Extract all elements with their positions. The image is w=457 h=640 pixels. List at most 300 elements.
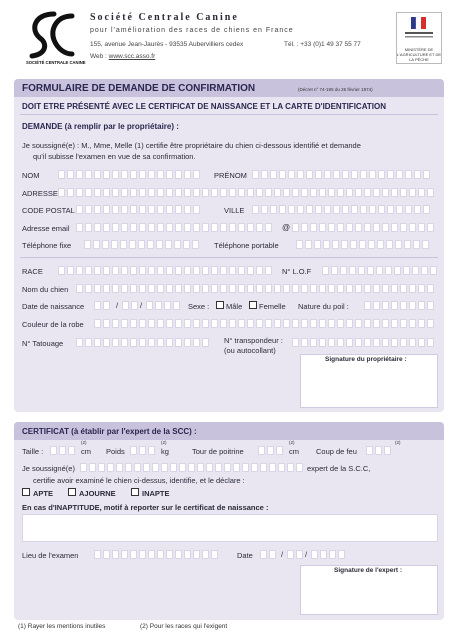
char-cell[interactable] — [166, 266, 173, 275]
char-cell[interactable] — [112, 266, 119, 275]
char-cell[interactable] — [387, 170, 394, 179]
apte-checkbox[interactable] — [22, 488, 30, 496]
char-cell[interactable] — [139, 284, 146, 293]
char-cell[interactable] — [418, 223, 425, 232]
char-cell[interactable] — [155, 301, 162, 310]
char-cell[interactable] — [130, 338, 137, 347]
char-cell[interactable] — [333, 170, 340, 179]
char-cell[interactable] — [252, 205, 259, 214]
char-cell[interactable] — [247, 188, 254, 197]
char-cell[interactable] — [157, 188, 164, 197]
char-cell[interactable] — [157, 338, 164, 347]
char-cell[interactable] — [175, 223, 182, 232]
char-cell[interactable] — [364, 223, 371, 232]
char-cell[interactable] — [130, 446, 137, 455]
char-cell[interactable] — [121, 319, 128, 328]
char-cell[interactable] — [292, 284, 299, 293]
char-cell[interactable] — [206, 463, 213, 472]
coup-feu-field[interactable] — [366, 446, 391, 455]
char-cell[interactable] — [358, 266, 365, 275]
date-month-field[interactable] — [122, 301, 138, 310]
char-cell[interactable] — [346, 338, 353, 347]
char-cell[interactable] — [68, 446, 75, 455]
char-cell[interactable] — [184, 170, 191, 179]
char-cell[interactable] — [364, 338, 371, 347]
char-cell[interactable] — [59, 446, 66, 455]
char-cell[interactable] — [148, 266, 155, 275]
char-cell[interactable] — [391, 338, 398, 347]
char-cell[interactable] — [184, 266, 191, 275]
char-cell[interactable] — [256, 319, 263, 328]
char-cell[interactable] — [166, 188, 173, 197]
char-cell[interactable] — [376, 266, 383, 275]
char-cell[interactable] — [332, 240, 339, 249]
char-cell[interactable] — [175, 170, 182, 179]
expert-name-field[interactable] — [80, 463, 303, 472]
char-cell[interactable] — [85, 284, 92, 293]
char-cell[interactable] — [324, 170, 331, 179]
char-cell[interactable] — [211, 284, 218, 293]
char-cell[interactable] — [211, 266, 218, 275]
char-cell[interactable] — [337, 223, 344, 232]
char-cell[interactable] — [202, 188, 209, 197]
char-cell[interactable] — [129, 240, 136, 249]
char-cell[interactable] — [400, 301, 407, 310]
char-cell[interactable] — [130, 284, 137, 293]
char-cell[interactable] — [360, 205, 367, 214]
char-cell[interactable] — [269, 463, 276, 472]
char-cell[interactable] — [310, 223, 317, 232]
char-cell[interactable] — [166, 284, 173, 293]
char-cell[interactable] — [94, 188, 101, 197]
char-cell[interactable] — [94, 284, 101, 293]
char-cell[interactable] — [193, 223, 200, 232]
char-cell[interactable] — [184, 319, 191, 328]
char-cell[interactable] — [265, 284, 272, 293]
char-cell[interactable] — [409, 188, 416, 197]
char-cell[interactable] — [414, 205, 421, 214]
char-cell[interactable] — [369, 170, 376, 179]
email-field[interactable] — [76, 223, 272, 232]
char-cell[interactable] — [400, 319, 407, 328]
char-cell[interactable] — [373, 301, 380, 310]
char-cell[interactable] — [340, 266, 347, 275]
char-cell[interactable] — [391, 223, 398, 232]
char-cell[interactable] — [283, 319, 290, 328]
char-cell[interactable] — [76, 188, 83, 197]
char-cell[interactable] — [76, 284, 83, 293]
char-cell[interactable] — [130, 266, 137, 275]
char-cell[interactable] — [310, 319, 317, 328]
char-cell[interactable] — [50, 446, 57, 455]
char-cell[interactable] — [310, 284, 317, 293]
char-cell[interactable] — [175, 188, 182, 197]
char-cell[interactable] — [184, 284, 191, 293]
char-cell[interactable] — [184, 550, 191, 559]
char-cell[interactable] — [292, 223, 299, 232]
char-cell[interactable] — [229, 223, 236, 232]
char-cell[interactable] — [247, 284, 254, 293]
char-cell[interactable] — [148, 223, 155, 232]
char-cell[interactable] — [331, 266, 338, 275]
char-cell[interactable] — [427, 188, 434, 197]
char-cell[interactable] — [175, 266, 182, 275]
char-cell[interactable] — [76, 205, 83, 214]
char-cell[interactable] — [166, 319, 173, 328]
char-cell[interactable] — [157, 170, 164, 179]
char-cell[interactable] — [184, 205, 191, 214]
email-domain-field[interactable] — [292, 223, 434, 232]
char-cell[interactable] — [283, 284, 290, 293]
char-cell[interactable] — [323, 240, 330, 249]
tel-portable-field[interactable] — [296, 240, 429, 249]
char-cell[interactable] — [112, 550, 119, 559]
char-cell[interactable] — [112, 170, 119, 179]
char-cell[interactable] — [337, 188, 344, 197]
char-cell[interactable] — [355, 223, 362, 232]
char-cell[interactable] — [315, 205, 322, 214]
char-cell[interactable] — [368, 240, 375, 249]
char-cell[interactable] — [337, 338, 344, 347]
char-cell[interactable] — [292, 338, 299, 347]
char-cell[interactable] — [76, 266, 83, 275]
char-cell[interactable] — [378, 205, 385, 214]
char-cell[interactable] — [202, 550, 209, 559]
char-cell[interactable] — [103, 223, 110, 232]
char-cell[interactable] — [382, 223, 389, 232]
char-cell[interactable] — [238, 284, 245, 293]
char-cell[interactable] — [256, 284, 263, 293]
char-cell[interactable] — [373, 188, 380, 197]
char-cell[interactable] — [184, 188, 191, 197]
char-cell[interactable] — [183, 240, 190, 249]
char-cell[interactable] — [238, 319, 245, 328]
char-cell[interactable] — [378, 170, 385, 179]
char-cell[interactable] — [337, 284, 344, 293]
char-cell[interactable] — [184, 338, 191, 347]
char-cell[interactable] — [156, 240, 163, 249]
char-cell[interactable] — [258, 446, 265, 455]
char-cell[interactable] — [324, 205, 331, 214]
char-cell[interactable] — [220, 319, 227, 328]
char-cell[interactable] — [297, 205, 304, 214]
char-cell[interactable] — [364, 319, 371, 328]
char-cell[interactable] — [256, 188, 263, 197]
char-cell[interactable] — [423, 170, 430, 179]
char-cell[interactable] — [382, 188, 389, 197]
char-cell[interactable] — [166, 338, 173, 347]
char-cell[interactable] — [112, 205, 119, 214]
char-cell[interactable] — [385, 266, 392, 275]
char-cell[interactable] — [121, 223, 128, 232]
char-cell[interactable] — [147, 240, 154, 249]
char-cell[interactable] — [211, 550, 218, 559]
char-cell[interactable] — [427, 319, 434, 328]
char-cell[interactable] — [139, 170, 146, 179]
char-cell[interactable] — [328, 284, 335, 293]
char-cell[interactable] — [315, 170, 322, 179]
char-cell[interactable] — [103, 550, 110, 559]
char-cell[interactable] — [319, 223, 326, 232]
char-cell[interactable] — [279, 170, 286, 179]
char-cell[interactable] — [103, 319, 110, 328]
char-cell[interactable] — [112, 223, 119, 232]
exam-year-field[interactable] — [311, 550, 345, 559]
char-cell[interactable] — [364, 188, 371, 197]
char-cell[interactable] — [364, 284, 371, 293]
poids-field[interactable] — [130, 446, 155, 455]
char-cell[interactable] — [265, 223, 272, 232]
char-cell[interactable] — [94, 223, 101, 232]
char-cell[interactable] — [193, 205, 200, 214]
char-cell[interactable] — [329, 550, 336, 559]
char-cell[interactable] — [265, 319, 272, 328]
char-cell[interactable] — [175, 205, 182, 214]
char-cell[interactable] — [94, 205, 101, 214]
char-cell[interactable] — [122, 301, 129, 310]
char-cell[interactable] — [138, 240, 145, 249]
char-cell[interactable] — [94, 170, 101, 179]
char-cell[interactable] — [418, 319, 425, 328]
char-cell[interactable] — [427, 284, 434, 293]
char-cell[interactable] — [121, 338, 128, 347]
char-cell[interactable] — [394, 266, 401, 275]
char-cell[interactable] — [134, 463, 141, 472]
char-cell[interactable] — [131, 301, 138, 310]
char-cell[interactable] — [320, 550, 327, 559]
char-cell[interactable] — [360, 170, 367, 179]
tel-fixe-field[interactable] — [84, 240, 199, 249]
ville-field[interactable] — [252, 205, 430, 214]
char-cell[interactable] — [211, 319, 218, 328]
nom-chien-field[interactable] — [76, 284, 434, 293]
char-cell[interactable] — [103, 284, 110, 293]
char-cell[interactable] — [314, 240, 321, 249]
char-cell[interactable] — [328, 338, 335, 347]
char-cell[interactable] — [93, 240, 100, 249]
char-cell[interactable] — [121, 170, 128, 179]
char-cell[interactable] — [220, 223, 227, 232]
lof-field[interactable] — [322, 266, 437, 275]
char-cell[interactable] — [139, 205, 146, 214]
char-cell[interactable] — [202, 266, 209, 275]
char-cell[interactable] — [319, 188, 326, 197]
char-cell[interactable] — [148, 205, 155, 214]
char-cell[interactable] — [328, 188, 335, 197]
char-cell[interactable] — [193, 319, 200, 328]
char-cell[interactable] — [161, 463, 168, 472]
char-cell[interactable] — [333, 205, 340, 214]
char-cell[interactable] — [265, 266, 272, 275]
char-cell[interactable] — [337, 319, 344, 328]
char-cell[interactable] — [278, 463, 285, 472]
char-cell[interactable] — [328, 319, 335, 328]
char-cell[interactable] — [247, 319, 254, 328]
char-cell[interactable] — [422, 240, 429, 249]
char-cell[interactable] — [111, 240, 118, 249]
char-cell[interactable] — [301, 223, 308, 232]
char-cell[interactable] — [274, 284, 281, 293]
char-cell[interactable] — [170, 463, 177, 472]
char-cell[interactable] — [238, 223, 245, 232]
char-cell[interactable] — [409, 223, 416, 232]
char-cell[interactable] — [418, 284, 425, 293]
char-cell[interactable] — [338, 550, 345, 559]
char-cell[interactable] — [413, 240, 420, 249]
char-cell[interactable] — [261, 170, 268, 179]
char-cell[interactable] — [139, 266, 146, 275]
char-cell[interactable] — [130, 550, 137, 559]
char-cell[interactable] — [366, 446, 373, 455]
char-cell[interactable] — [58, 170, 65, 179]
char-cell[interactable] — [322, 266, 329, 275]
char-cell[interactable] — [418, 338, 425, 347]
char-cell[interactable] — [102, 240, 109, 249]
transpondeur-field[interactable] — [292, 338, 434, 347]
char-cell[interactable] — [85, 205, 92, 214]
char-cell[interactable] — [112, 319, 119, 328]
char-cell[interactable] — [346, 284, 353, 293]
char-cell[interactable] — [423, 205, 430, 214]
char-cell[interactable] — [242, 463, 249, 472]
char-cell[interactable] — [427, 338, 434, 347]
char-cell[interactable] — [301, 284, 308, 293]
char-cell[interactable] — [382, 301, 389, 310]
char-cell[interactable] — [157, 266, 164, 275]
char-cell[interactable] — [306, 170, 313, 179]
char-cell[interactable] — [391, 301, 398, 310]
char-cell[interactable] — [400, 338, 407, 347]
char-cell[interactable] — [184, 223, 191, 232]
char-cell[interactable] — [355, 319, 362, 328]
char-cell[interactable] — [103, 338, 110, 347]
char-cell[interactable] — [391, 319, 398, 328]
char-cell[interactable] — [373, 338, 380, 347]
char-cell[interactable] — [193, 266, 200, 275]
char-cell[interactable] — [251, 463, 258, 472]
char-cell[interactable] — [157, 284, 164, 293]
char-cell[interactable] — [130, 223, 137, 232]
char-cell[interactable] — [103, 301, 110, 310]
char-cell[interactable] — [85, 338, 92, 347]
char-cell[interactable] — [233, 463, 240, 472]
char-cell[interactable] — [355, 188, 362, 197]
char-cell[interactable] — [405, 170, 412, 179]
char-cell[interactable] — [130, 188, 137, 197]
char-cell[interactable] — [287, 550, 294, 559]
char-cell[interactable] — [139, 319, 146, 328]
web-link[interactable]: www.scc.asso.fr — [108, 53, 156, 60]
char-cell[interactable] — [202, 338, 209, 347]
char-cell[interactable] — [116, 463, 123, 472]
char-cell[interactable] — [276, 446, 283, 455]
char-cell[interactable] — [76, 170, 83, 179]
ajourne-checkbox[interactable] — [68, 488, 76, 496]
char-cell[interactable] — [247, 266, 254, 275]
char-cell[interactable] — [297, 170, 304, 179]
char-cell[interactable] — [229, 284, 236, 293]
race-field[interactable] — [58, 266, 272, 275]
char-cell[interactable] — [192, 240, 199, 249]
char-cell[interactable] — [152, 463, 159, 472]
char-cell[interactable] — [148, 550, 155, 559]
char-cell[interactable] — [121, 188, 128, 197]
taille-field[interactable] — [50, 446, 75, 455]
char-cell[interactable] — [188, 463, 195, 472]
char-cell[interactable] — [349, 266, 356, 275]
char-cell[interactable] — [130, 319, 137, 328]
char-cell[interactable] — [58, 188, 65, 197]
char-cell[interactable] — [301, 319, 308, 328]
char-cell[interactable] — [296, 463, 303, 472]
char-cell[interactable] — [103, 205, 110, 214]
char-cell[interactable] — [387, 205, 394, 214]
char-cell[interactable] — [274, 319, 281, 328]
char-cell[interactable] — [306, 205, 313, 214]
char-cell[interactable] — [430, 266, 437, 275]
char-cell[interactable] — [412, 266, 419, 275]
char-cell[interactable] — [179, 463, 186, 472]
char-cell[interactable] — [58, 266, 65, 275]
char-cell[interactable] — [405, 205, 412, 214]
char-cell[interactable] — [165, 240, 172, 249]
char-cell[interactable] — [202, 223, 209, 232]
char-cell[interactable] — [418, 301, 425, 310]
tatouage-field[interactable] — [76, 338, 209, 347]
char-cell[interactable] — [98, 463, 105, 472]
nom-field[interactable] — [58, 170, 200, 179]
char-cell[interactable] — [157, 550, 164, 559]
char-cell[interactable] — [319, 284, 326, 293]
date-day-field[interactable] — [94, 301, 110, 310]
char-cell[interactable] — [288, 170, 295, 179]
char-cell[interactable] — [319, 338, 326, 347]
char-cell[interactable] — [229, 188, 236, 197]
char-cell[interactable] — [409, 338, 416, 347]
char-cell[interactable] — [148, 446, 155, 455]
char-cell[interactable] — [157, 319, 164, 328]
char-cell[interactable] — [130, 205, 137, 214]
char-cell[interactable] — [173, 301, 180, 310]
char-cell[interactable] — [292, 188, 299, 197]
char-cell[interactable] — [364, 301, 371, 310]
char-cell[interactable] — [139, 338, 146, 347]
char-cell[interactable] — [148, 319, 155, 328]
char-cell[interactable] — [166, 170, 173, 179]
char-cell[interactable] — [211, 188, 218, 197]
char-cell[interactable] — [382, 284, 389, 293]
char-cell[interactable] — [85, 170, 92, 179]
char-cell[interactable] — [148, 284, 155, 293]
char-cell[interactable] — [94, 266, 101, 275]
robe-field[interactable] — [94, 319, 434, 328]
inapte-checkbox[interactable] — [131, 488, 139, 496]
char-cell[interactable] — [220, 284, 227, 293]
char-cell[interactable] — [139, 223, 146, 232]
char-cell[interactable] — [396, 170, 403, 179]
char-cell[interactable] — [384, 446, 391, 455]
char-cell[interactable] — [166, 223, 173, 232]
char-cell[interactable] — [197, 463, 204, 472]
adresse-field[interactable] — [58, 188, 434, 197]
code-postal-field[interactable] — [76, 205, 200, 214]
char-cell[interactable] — [85, 223, 92, 232]
char-cell[interactable] — [229, 319, 236, 328]
char-cell[interactable] — [400, 223, 407, 232]
char-cell[interactable] — [400, 284, 407, 293]
char-cell[interactable] — [341, 240, 348, 249]
char-cell[interactable] — [296, 550, 303, 559]
